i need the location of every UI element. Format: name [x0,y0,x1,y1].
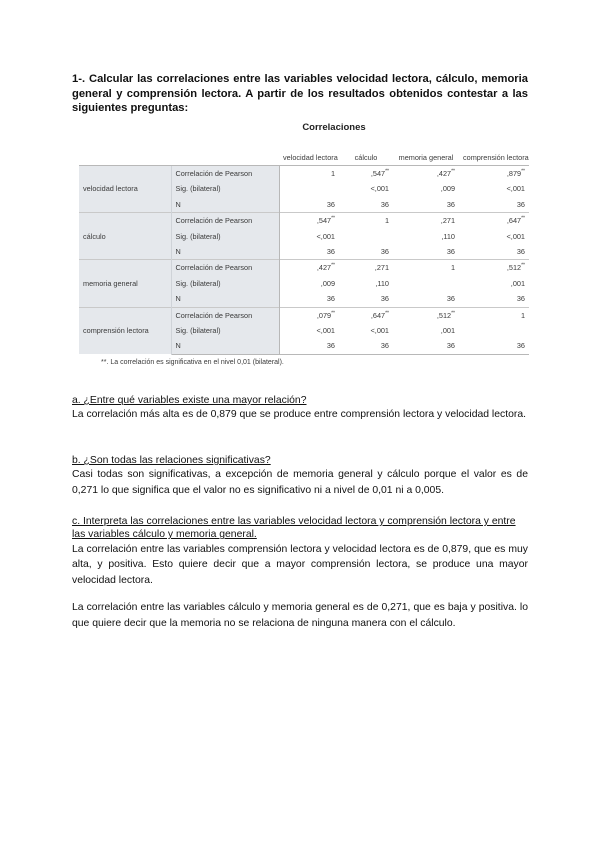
question-a-heading: a. ¿Entre qué variables existe una mayor relación? [72,395,307,406]
table-cell [459,307,529,323]
table-cell [279,213,339,229]
question-title: 1-. Calcular las correlaciones entre las variables velocidad lectora, cálculo, memoria general y comprensión lectora. A partir de los resultados obtenidos contestar a las siguientes preguntas: [72,73,528,115]
table-row [79,260,529,276]
column-header: memoria general [393,137,459,166]
row-variable-label: memoria general [79,260,171,307]
significance-marker: ** [385,310,389,317]
row-stat-label: Sig. (bilateral) [171,229,279,244]
table-cell [459,181,529,196]
table-cell [339,323,393,338]
question-b-heading: b. ¿Son todas las relaciones significativas? [72,455,271,466]
significance-marker: ** [451,168,455,175]
cell-value: <,001 [316,231,335,241]
table-cell [339,244,393,260]
cell-value: ,879 [506,169,522,179]
cell-value: ,547 [316,216,332,226]
header-blank [171,137,279,166]
row-stat-label: Correlación de Pearson [171,260,279,276]
cell-value: 1 [520,310,525,320]
table-cell [459,260,529,276]
table-cell [393,260,459,276]
cell-value: 1 [450,263,455,273]
cell-value: ,271 [440,216,455,226]
table-cell [339,338,393,354]
table-cell [279,181,339,196]
significance-marker: ** [385,168,389,175]
table-cell [339,307,393,323]
table-cell [459,244,529,260]
cell-value: ,110 [441,231,455,241]
table-cell [279,291,339,307]
cell-value: ,110 [375,278,389,288]
cell-value: 36 [446,294,455,304]
cell-value: ,001 [510,278,525,288]
table-cell [393,323,459,338]
table-cell [339,260,393,276]
table-cell [339,213,393,229]
table-row [79,166,529,182]
cell-value: ,009 [440,184,455,194]
table-cell [459,197,529,213]
row-stat-label: N [171,197,279,213]
answer-c-text-1: La correlación entre las variables comprensión lectora y velocidad lectora es de 0,879, que es muy alta, y positiva. Esto quiere decir que a mayor comprensión lectora, se produce una mayor velocidad lectora. [72,543,528,586]
row-stat-label: Correlación de Pearson [171,166,279,182]
cell-value: 36 [380,294,389,304]
table-cell [279,307,339,323]
table-cell [393,197,459,213]
cell-value: <,001 [370,325,389,335]
table-footnote: **. La correlación es significativa en el nivel 0,01 (bilateral). [101,358,284,366]
table-cell [279,166,339,182]
row-variable-label: comprensión lectora [79,307,171,354]
row-stat-label: Correlación de Pearson [171,307,279,323]
table-cell [393,229,459,244]
table-cell [393,291,459,307]
cell-value: ,512 [506,263,522,273]
table-cell [393,166,459,182]
table-title: Correlaciones [302,122,366,133]
cell-value: ,079 [316,310,332,320]
table-cell [339,197,393,213]
header-blank [79,137,171,166]
column-header: comprensión lectora [459,137,529,166]
cell-value: ,512 [436,310,452,320]
cell-value: ,647 [506,216,522,226]
row-variable-label: cálculo [79,213,171,260]
table-cell [393,213,459,229]
correlations-table-block [79,122,529,366]
answer-c-block-2 [72,600,528,631]
cell-value: 36 [446,341,455,351]
table-cell [339,229,393,244]
cell-value: 36 [326,199,335,209]
row-stat-label: Sig. (bilateral) [171,323,279,338]
table-cell [459,338,529,354]
cell-value: <,001 [506,184,525,194]
row-stat-label: N [171,338,279,354]
cell-value: 1 [384,216,389,226]
cell-value: ,001 [440,325,455,335]
correlations-table [79,137,529,355]
cell-value: ,647 [370,310,386,320]
cell-value: ,009 [320,278,335,288]
row-stat-label: N [171,291,279,307]
table-cell [279,338,339,354]
table-cell [459,229,529,244]
answer-c-text-2: La correlación entre las variables cálculo y memoria general es de 0,271, que es baja y positiva. lo que quiere decir que la memoria no se relaciona de ninguna manera con el cálculo. [72,602,528,629]
answer-c-block [72,515,528,589]
answer-a-text: La correlación más alta es de 0,879 que se produce entre comprensión lectora y velocidad lectora. [72,409,526,421]
cell-value: <,001 [370,184,389,194]
column-header: velocidad lectora [279,137,339,166]
row-stat-label: N [171,244,279,260]
cell-value: <,001 [506,231,525,241]
table-cell [279,260,339,276]
cell-value: 1 [330,169,335,179]
table-cell [459,213,529,229]
significance-marker: ** [331,310,335,317]
cell-value: 36 [380,341,389,351]
cell-value: 36 [516,294,525,304]
significance-marker: ** [521,168,525,175]
answer-b-block [72,454,528,499]
table-cell [459,323,529,338]
row-variable-label: velocidad lectora [79,166,171,213]
cell-value: 36 [446,199,455,209]
row-stat-label: Sig. (bilateral) [171,181,279,196]
row-stat-label: Correlación de Pearson [171,213,279,229]
cell-value: 36 [326,247,335,256]
significance-marker: ** [331,262,335,269]
significance-marker: ** [521,262,525,269]
table-cell [339,276,393,291]
table-cell [459,291,529,307]
table-cell [339,181,393,196]
answer-a-block [72,394,528,423]
cell-value: 36 [516,247,525,256]
table-cell [279,197,339,213]
cell-value: 36 [380,199,389,209]
table-header-row [79,137,529,166]
table-cell [393,338,459,354]
cell-value: ,427 [436,169,452,179]
significance-marker: ** [331,215,335,222]
table-cell [393,307,459,323]
table-cell [279,276,339,291]
cell-value: 36 [380,247,389,256]
cell-value: <,001 [316,325,335,335]
cell-value: ,427 [316,263,332,273]
table-body [79,166,529,355]
cell-value: 36 [446,247,455,256]
answer-b-text: Casi todas son significativas, a excepción de memoria general y cálculo porque el valor es de 0,271 lo que significa que el valor no es significativo ni a nivel de 0,01 ni a 0,005. [72,469,528,496]
table-cell [459,276,529,291]
table-row [79,213,529,229]
cell-value: 36 [516,341,525,351]
significance-marker: ** [521,215,525,222]
table-row [79,307,529,323]
cell-value: 36 [326,341,335,351]
table-cell [339,166,393,182]
table-cell [279,244,339,260]
significance-marker: ** [451,310,455,317]
cell-value: ,547 [370,169,386,179]
cell-value: 36 [516,199,525,209]
table-cell [393,276,459,291]
question-c-heading: c. Interpreta las correlaciones entre las variables velocidad lectora y comprensión lectora y entre las variables cálculo y memoria general. [72,516,516,541]
row-stat-label: Sig. (bilateral) [171,276,279,291]
column-header: cálculo [339,137,393,166]
table-cell [393,244,459,260]
cell-value: 36 [326,294,335,304]
table-cell [279,323,339,338]
table-cell [279,229,339,244]
table-cell [393,181,459,196]
table-cell [339,291,393,307]
cell-value: ,271 [374,263,389,273]
table-cell [459,166,529,182]
